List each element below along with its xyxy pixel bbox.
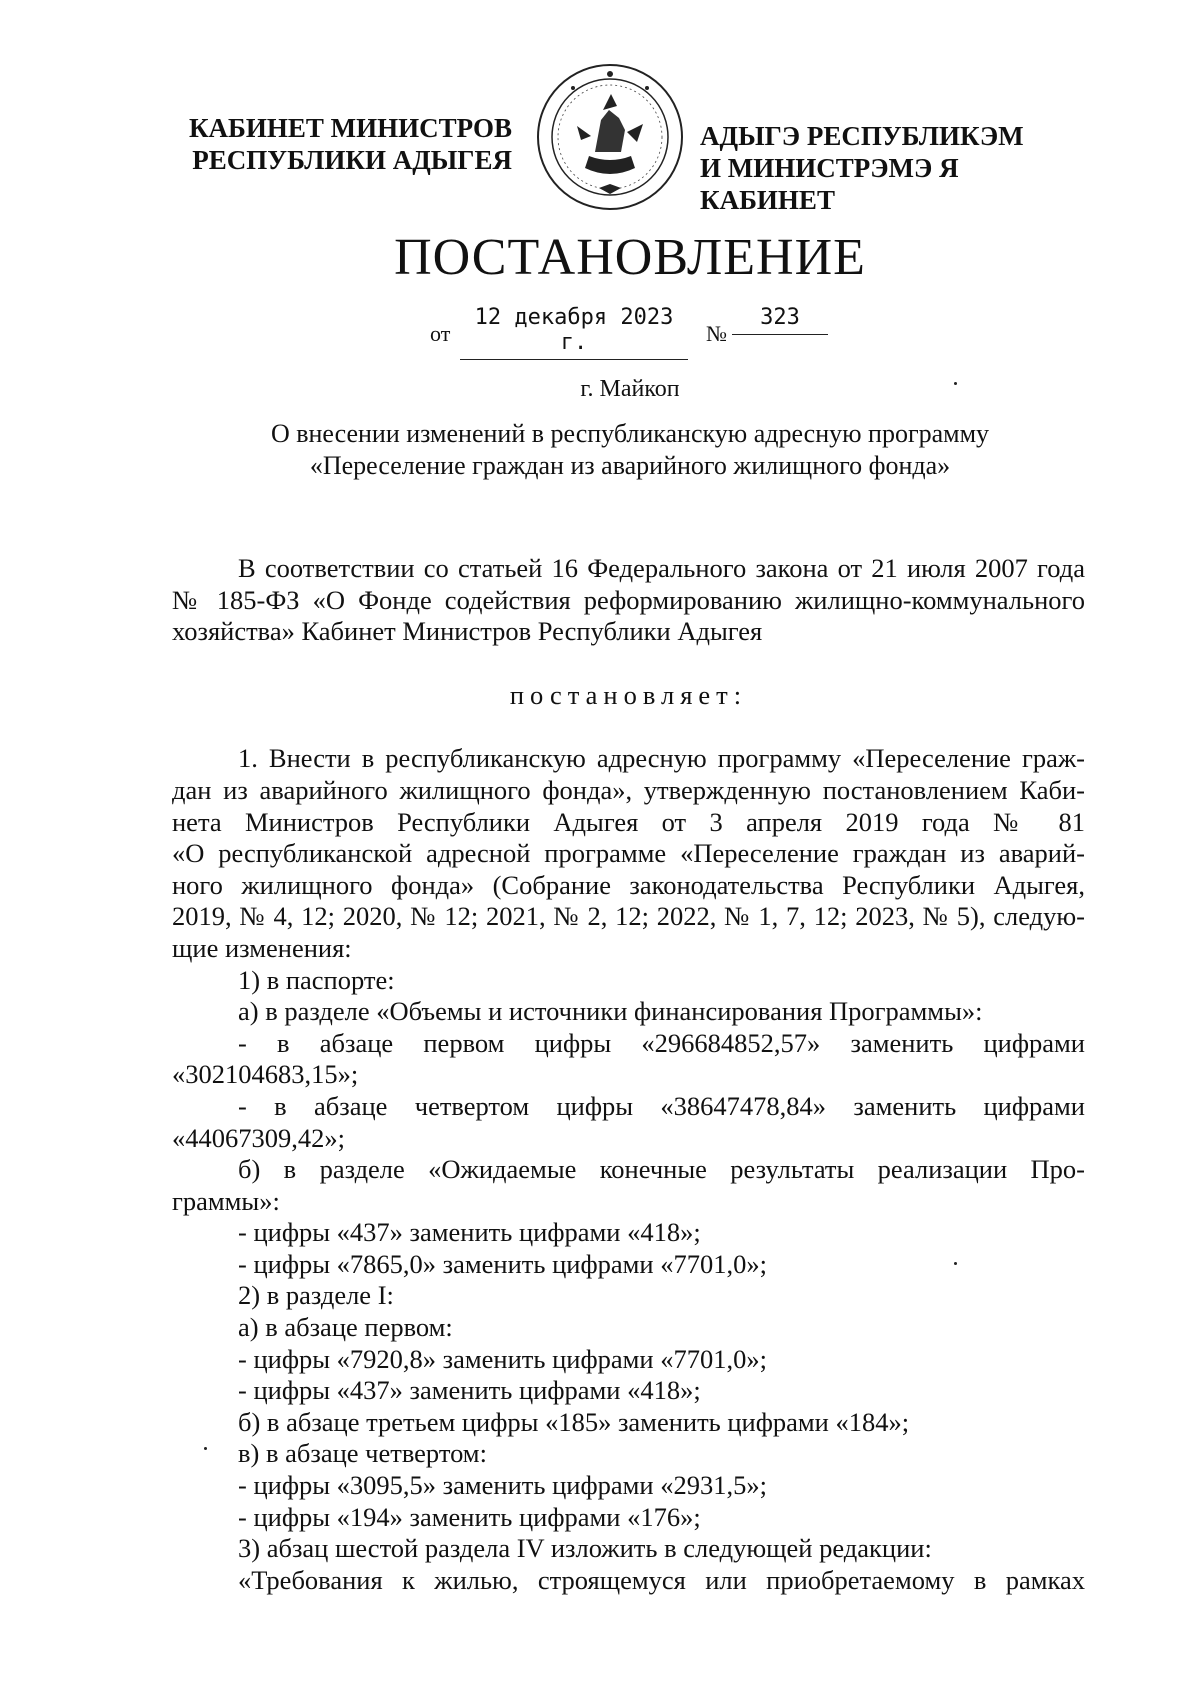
preamble-line: № 185-ФЗ «О Фонде содействия реформированию жилищно-коммунального	[172, 584, 1085, 615]
decree-word: постановляет:	[509, 679, 748, 710]
amendment-line: «Требования к жилью, строящемуся или приобретаемому в рамках	[238, 1564, 1085, 1595]
subject-line1: О внесении изменений в республиканскую адресную программу	[270, 419, 990, 448]
amendment-line: в) в абзаце четвертом:	[238, 1438, 487, 1469]
item1-line: нета Министров Республики Адыгея от 3 апреля 2019 года № 81	[172, 806, 1085, 837]
subject-line2: «Переселение граждан из аварийного жилищного фонда»	[309, 451, 951, 480]
amendment-line: 1) в паспорте:	[238, 964, 395, 995]
document-number: 323	[732, 305, 828, 335]
amendment-line: - цифры «7865,0» заменить цифрами «7701,0»;	[238, 1248, 767, 1279]
item1-line: дан из аварийного жилищного фонда», утвержденную постановлением Каби-	[172, 774, 1085, 805]
document-date: 12 декабря 2023 г.	[460, 305, 688, 360]
item1-line: щие изменения:	[172, 932, 352, 963]
issuer-russian-line1: КАБИНЕТ МИНИСТРОВ	[188, 113, 512, 143]
amendment-line: б) в разделе «Ожидаемые конечные результаты реализации Про-	[238, 1154, 1085, 1185]
document-body	[172, 553, 1085, 1596]
document-title: ПОСТАНОВЛЕНИЕ	[394, 229, 866, 286]
subject	[0, 418, 1200, 482]
scan-speck	[954, 382, 957, 385]
amendment-line: б) в абзаце третьем цифры «185» заменить цифрами «184»;	[238, 1406, 910, 1437]
amendment-line: - цифры «3095,5» заменить цифрами «2931,5»;	[238, 1470, 767, 1501]
item1-line: 2019, № 4, 12; 2020, № 12; 2021, № 2, 12; 2022, № 1, 7, 12; 2023, № 5), следую-	[172, 901, 1085, 932]
issuer-russian	[182, 112, 512, 176]
amendment-line: - цифры «437» заменить цифрами «418»;	[238, 1217, 701, 1248]
date-line	[0, 305, 1200, 355]
item1-line: ного жилищного фонда» (Собрание законодательства Республики Адыгея,	[172, 869, 1085, 900]
issuer-adyghe	[700, 120, 1100, 216]
issuer-adyghe-line1: АДЫГЭ РЕСПУБЛИКЭМ	[700, 121, 1024, 151]
scan-speck	[954, 1262, 957, 1265]
from-label: от	[430, 321, 451, 346]
issuer-russian-line2: РЕСПУБЛИКИ АДЫГЕЯ	[192, 145, 512, 175]
amendment-line: «302104683,15»;	[172, 1059, 359, 1090]
amendment-line: 3) абзац шестой раздела IV изложить в следующей редакции:	[238, 1533, 932, 1564]
preamble-line: хозяйства» Кабинет Министров Республики Адыгея	[172, 616, 763, 647]
coat-of-arms-emblem	[533, 60, 688, 215]
city: г. Майкоп	[580, 376, 680, 402]
amendment-line: - в абзаце первом цифры «296684852,57» заменить цифрами	[238, 1027, 1085, 1058]
amendment-line: - в абзаце четвертом цифры «38647478,84» заменить цифрами	[238, 1090, 1085, 1121]
scan-speck	[204, 1447, 207, 1450]
preamble-line: В соответствии со статьей 16 Федерального закона от 21 июля 2007 года	[238, 553, 1085, 583]
amendment-line: а) в абзаце первом:	[238, 1312, 453, 1343]
amendment-line: 2) в разделе I:	[238, 1280, 394, 1311]
amendment-line: - цифры «7920,8» заменить цифрами «7701,0»;	[238, 1343, 767, 1374]
number-label: №	[706, 321, 727, 346]
amendment-line: «44067309,42»;	[172, 1122, 345, 1153]
item1-line: «О республиканской адресной программе «Переселение граждан из аварий-	[172, 838, 1085, 869]
amendment-line: граммы»:	[172, 1185, 280, 1216]
item1-line: 1. Внести в республиканскую адресную программу «Переселение граж-	[238, 743, 1085, 774]
issuer-adyghe-line2: И МИНИСТРЭМЭ Я КАБИНЕТ	[700, 153, 959, 215]
amendment-line: - цифры «194» заменить цифрами «176»;	[238, 1501, 701, 1532]
amendment-line: а) в разделе «Объемы и источники финансирования Программы»:	[238, 996, 983, 1027]
amendment-line: - цифры «437» заменить цифрами «418»;	[238, 1375, 701, 1406]
